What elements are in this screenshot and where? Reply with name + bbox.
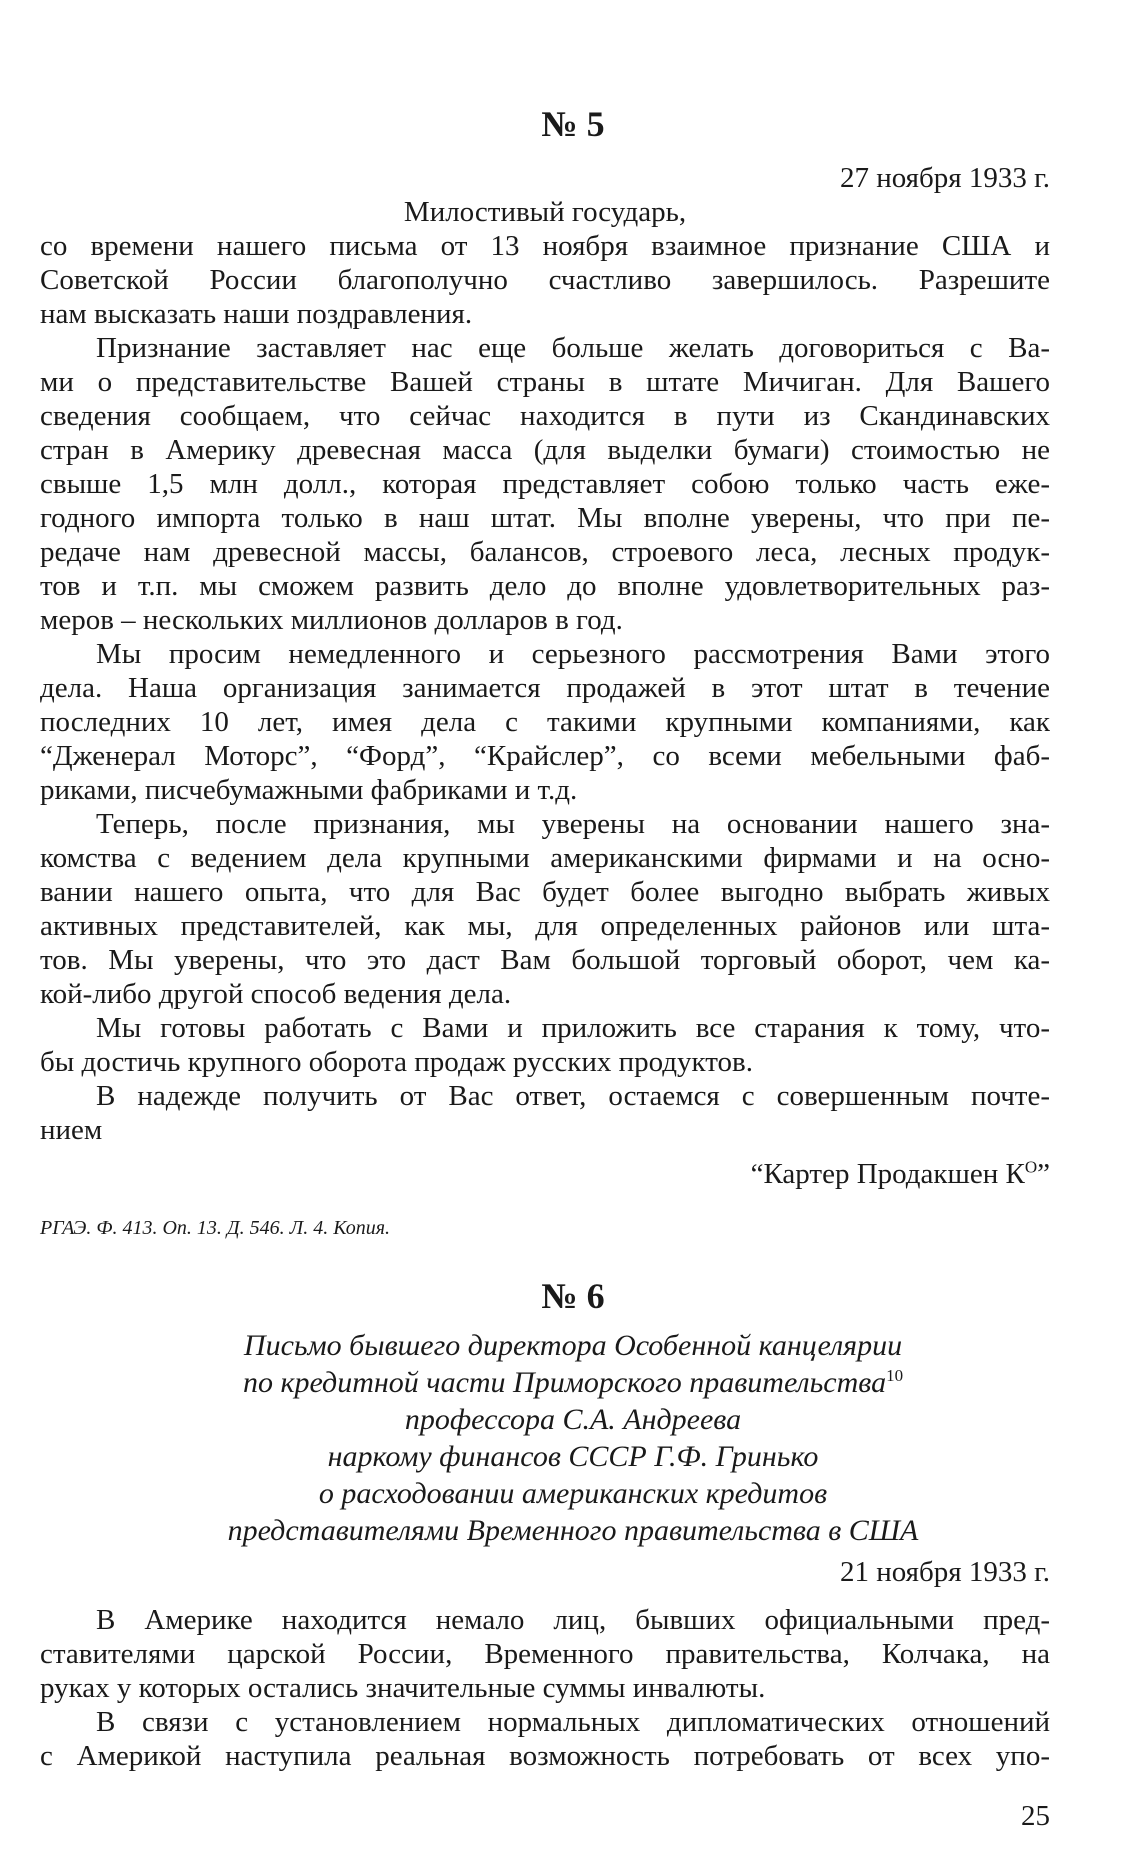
doc5-line: бы достичь крупного оборота продаж русских продуктов.	[40, 1046, 753, 1078]
doc6-title-line: представителями Временного правительства в США	[227, 1514, 919, 1547]
doc5-date: 27 ноября 1933 г.	[839, 162, 1050, 194]
doc6-line: В Америке находится немало лиц, бывших официальными пред-	[96, 1604, 1050, 1636]
doc5-line: последних 10 лет, имея дела с такими крупными компаниями, как	[40, 706, 1050, 738]
doc5-line: тов и т.п. мы сможем развить дело до вполне удовлетворительных раз-	[40, 570, 1050, 602]
doc5-salutation	[40, 196, 1050, 229]
doc5-line: активных представителей, как мы, для определенных районов или шта-	[40, 910, 1050, 942]
doc6-title-line: профессора С.А. Андреева	[404, 1403, 742, 1436]
doc5-line: ми о представительстве Вашей страны в штате Мичиган. Для Вашего	[40, 366, 1050, 398]
doc6-title-line: Письмо бывшего директора Особенной канцелярии	[243, 1329, 903, 1362]
doc5-line: стран в Америку древесная масса (для выделки бумаги) стоимостью не	[40, 434, 1050, 466]
doc6-line: руках у которых остались значительные суммы инвалюты.	[40, 1672, 766, 1704]
doc5-line: редаче нам древесной массы, балансов, строевого леса, лесных продук-	[40, 536, 1050, 568]
doc5-line: риками, писчебумажными фабриками и т.д.	[40, 774, 578, 806]
doc6-line: ставителями царской России, Временного правительства, Колчака, на	[40, 1638, 1050, 1670]
doc5-line: вании нашего опыта, что для Вас будет более выгодно выбрать живых	[40, 876, 1050, 908]
signature-text: “Картер Продакшен К	[750, 1158, 1025, 1190]
signature-closing-quote: ”	[1037, 1158, 1050, 1190]
doc5-line: кой-либо другой способ ведения дела.	[40, 978, 512, 1010]
doc5-line: Мы готовы работать с Вами и приложить все старания к тому, что-	[96, 1012, 1050, 1044]
doc5-line: Советской России благополучно счастливо завершилось. Разрешите	[40, 264, 1050, 296]
doc5-line: годного импорта только в наш штат. Мы вполне уверены, что при пе-	[40, 502, 1050, 534]
doc6-title-line	[0, 1365, 1146, 1400]
doc5-line: В надежде получить от Вас ответ, остаемся с совершенным почте-	[96, 1080, 1050, 1112]
signature-superscript: О	[1024, 1157, 1038, 1177]
doc6-line: с Америкой наступила реальная возможность потребовать от всех упо-	[40, 1740, 1050, 1772]
doc6-title-text: по кредитной части Приморского правительства	[242, 1366, 887, 1399]
doc6-number: № 6	[541, 1276, 605, 1316]
doc5-line: меров – нескольких миллионов долларов в год.	[40, 604, 623, 636]
doc5-line: Теперь, после признания, мы уверены на основании нашего зна-	[96, 808, 1050, 840]
doc5-archive-source: РГАЭ. Ф. 413. Оп. 13. Д. 546. Л. 4. Копия.	[40, 1217, 391, 1239]
doc5-line: дела. Наша организация занимается продажей в этот штат в течение	[40, 672, 1050, 704]
doc5-line: со времени нашего письма от 13 ноября взаимное признание США и	[40, 230, 1050, 262]
doc6-title-line: наркому финансов СССР Г.Ф. Гринько	[327, 1440, 819, 1473]
doc5-line: нам высказать наши поздравления.	[40, 298, 473, 330]
doc5-line: “Дженерал Моторс”, “Форд”, “Крайслер”, со всеми мебельными фаб-	[40, 740, 1050, 772]
doc6-date: 21 ноября 1933 г.	[839, 1556, 1050, 1588]
doc5-line: нием	[40, 1114, 103, 1146]
doc5-line: комства с ведением дела крупными американскими фирмами и на осно-	[40, 842, 1050, 874]
doc5-line: тов. Мы уверены, что это даст Вам большой торговый оборот, чем ка-	[40, 944, 1050, 976]
doc5-line: свыше 1,5 млн долл., которая представляет собою только часть еже-	[40, 468, 1050, 500]
doc5-line: сведения сообщаем, что сейчас находится в пути из Скандинавских	[40, 400, 1050, 432]
footnote-reference: 10	[886, 1366, 904, 1385]
page-number: 25	[1021, 1800, 1050, 1832]
doc5-salutation-text: Милостивый государь,	[403, 196, 687, 228]
doc6-line: В связи с установлением нормальных дипломатических отношений	[96, 1706, 1050, 1738]
doc5-line: Признание заставляет нас еще больше желать договориться с Ва-	[96, 332, 1050, 364]
doc5-line: Мы просим немедленного и серьезного рассмотрения Вами этого	[96, 638, 1050, 670]
doc6-title-line: о расходовании американских кредитов	[318, 1477, 828, 1510]
doc5-number: № 5	[541, 104, 605, 144]
doc5-signature	[40, 1158, 1050, 1191]
